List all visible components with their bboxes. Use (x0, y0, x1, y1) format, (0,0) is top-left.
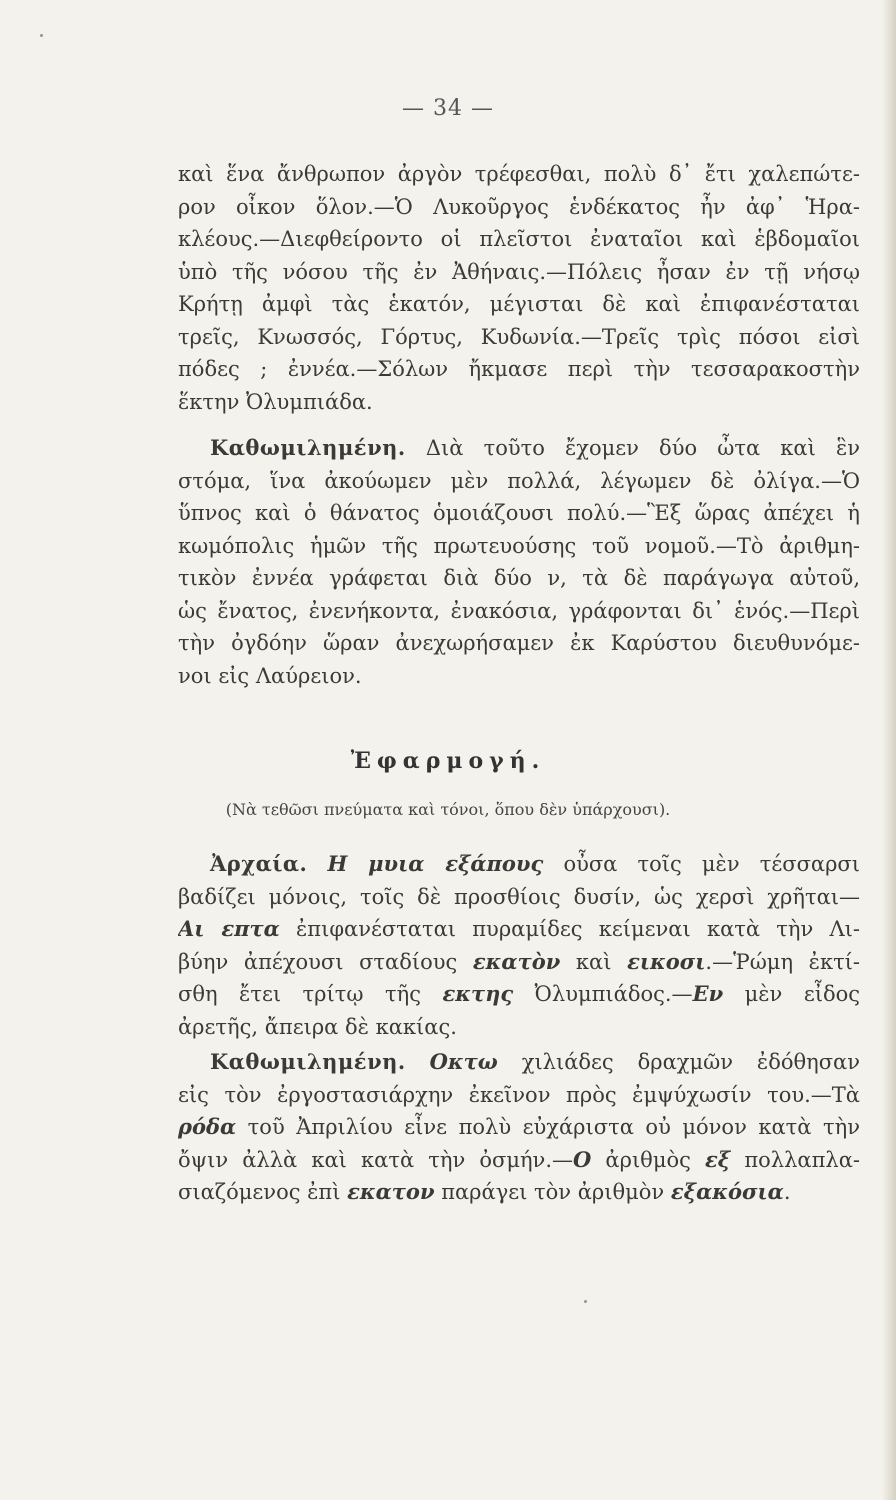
exercise-word: Εν (692, 981, 724, 1006)
text-fragment: μὲν εἶδος (723, 982, 860, 1006)
text-line (178, 1046, 860, 1079)
text-line (178, 913, 860, 946)
text-line: πόδες ; ἐννέα.—Σόλων ἤκμασε περὶ τὴν τεσσαρακοστὴν (178, 357, 860, 381)
exercise-word: Η μυια εξάπους (327, 851, 544, 876)
paragraph-colloquial-2 (178, 1046, 860, 1209)
text-line (178, 432, 860, 465)
exercise-word: εκατον (347, 1179, 435, 1204)
paper-speck (40, 34, 43, 37)
text-fragment: ἀριθμὸς (591, 1147, 706, 1172)
text-fragment: ἐπιφανέσταται πυραμίδες κείμεναι κατὰ τὴν Λι- (279, 917, 860, 941)
text-fragment: τοῦ Ἀπριλίου εἶνε πολὺ εὐχάριστα οὐ μόνον κατὰ τὴν (236, 1115, 860, 1139)
text-fragment: ὄψιν ἀλλὰ καὶ κατὰ τὴν ὀσμήν.— (178, 1147, 573, 1172)
text-fragment: καὶ (560, 949, 628, 974)
text-line: τρεῖς, Κνωσσός, Γόρτυς, Κυδωνία.—Τρεῖς τρὶς πόσοι εἰσὶ (178, 324, 860, 349)
paragraph-ancient-exercise (178, 848, 860, 1043)
text-line: Κρήτῃ ἀμφὶ τὰς ἑκατόν, μέγισται δὲ καὶ ἐπιφανέσταται (178, 292, 860, 316)
text-line: καὶ ἕνα ἄνθρωπον ἀργὸν τρέφεσθαι, πολὺ δ᾽ ἔτι χαλεπώτε- (178, 162, 860, 186)
exercise-word: εκατὸν (472, 948, 561, 974)
text-line: βαδίζει μόνοις, τοῖς δὲ προσθίοις δυσίν, ὡς χερσὶ χρῆται— (178, 884, 860, 909)
text-fragment: παράγει τὸν ἀριθμὸν (434, 1180, 671, 1204)
paragraph-colloquial-1 (178, 432, 860, 692)
section-note: (Νὰ τεθῶσι πνεύματα καὶ τόνοι, ὅπου δὲν ὑπάρχουσι). (225, 800, 671, 819)
text-fragment: χιλιάδες δραχμῶν ἐδόθησαν (497, 1050, 860, 1074)
text-line (178, 946, 860, 979)
text-line: τικὸν ἐννέα γράφεται διὰ δύο ν, τὰ δὲ παράγωγα αὐτοῦ, (178, 566, 860, 590)
exercise-word: Οκτω (429, 1049, 498, 1074)
text-line: ὑπὸ τῆς νόσου τῆς ἐν Ἀθήναις.—Πόλεις ἦσαν ἐν τῇ νήσῳ (178, 259, 860, 284)
text-line: στόμα, ἵνα ἀκούωμεν μὲν πολλά, λέγωμεν δὲ ὀλίγα.—Ὁ (178, 468, 860, 493)
section-heading: Ἀρχαία. (210, 851, 308, 876)
exercise-word: ρόδα (178, 1114, 237, 1139)
text-fragment: . (783, 1180, 791, 1204)
text-line: ὕπνος καὶ ὁ θάνατος ὁμοιάζουσι πολύ.—Ἓξ ὥρας ἀπέχει ἡ (178, 501, 860, 525)
section-heading: Καθωμιλημένη. (210, 1049, 406, 1074)
text-line: ὡς ἔνατος, ἐνενήκοντα, ἐνακόσια, γράφονται δι᾽ ἑνός.—Περὶ (178, 598, 860, 623)
exercise-word: Ο (573, 1146, 592, 1172)
text-line: κλέους.—Διεφθείροντο οἱ πλεῖστοι ἐναταῖοι καὶ ἑβδομαῖοι (178, 227, 860, 251)
exercise-word: εξ (705, 1146, 731, 1172)
text-line (178, 848, 860, 881)
text-line: κωμόπολις ἡμῶν τῆς πρωτευούσης τοῦ νομοῦ.—Τὸ ἀριθμη- (178, 533, 860, 558)
section-heading: Καθωμιλημένη. (210, 435, 406, 460)
paragraph-exercise-1 (178, 158, 860, 418)
exercise-word: Αι επτα (178, 916, 280, 941)
text-line: νοι εἰς Λαύρειον. (178, 663, 362, 688)
text-line: ἀρετῆς, ἄπειρα δὲ κακίας. (178, 1014, 457, 1039)
text-fragment: .—Ῥώμη ἐκτί- (705, 949, 860, 974)
paper-speck (584, 1300, 587, 1303)
text-fragment: Ὀλυμπιάδος.— (513, 982, 693, 1006)
section-title: Ἐφαρμογή. (350, 748, 546, 774)
text-fragment: Διὰ τοῦτο ἔχομεν δύο ὦτα καὶ ἓν (425, 436, 860, 460)
text-fragment: οὖσα τοῖς μὲν τέσσαρσι (543, 852, 860, 876)
text-line: ἕκτην Ὀλυμπιάδα. (178, 389, 373, 414)
text-line (178, 1144, 860, 1177)
text-line (178, 1176, 860, 1209)
text-fragment: σθη ἔτει τρίτῳ τῆς (178, 982, 443, 1006)
exercise-word: εκτης (442, 981, 514, 1006)
text-fragment: σιαζόμενος ἐπὶ (178, 1180, 348, 1204)
text-fragment: πολλαπλα- (730, 1147, 860, 1172)
text-line (178, 978, 860, 1011)
text-fragment: βύην ἀπέχουσι σταδίους (178, 949, 473, 974)
page-number: — 34 — (402, 96, 494, 121)
text-line (178, 1111, 860, 1144)
text-line: ρον οἶκον ὅλον.—Ὁ Λυκοῦργος ἑνδέκατος ἦν ἀφ᾽ Ἡρα- (178, 194, 860, 219)
text-line: εἰς τὸν ἐργοστασιάρχην ἐκεῖνον πρὸς ἐμψύχωσίν του.—Τὰ (178, 1082, 860, 1107)
text-line: τὴν ὀγδόην ὥραν ἀνεχωρήσαμεν ἐκ Καρύστου διευθυνόμε- (178, 631, 860, 655)
exercise-word: εικοσι (627, 948, 706, 974)
exercise-word: εξακόσια (670, 1179, 784, 1204)
